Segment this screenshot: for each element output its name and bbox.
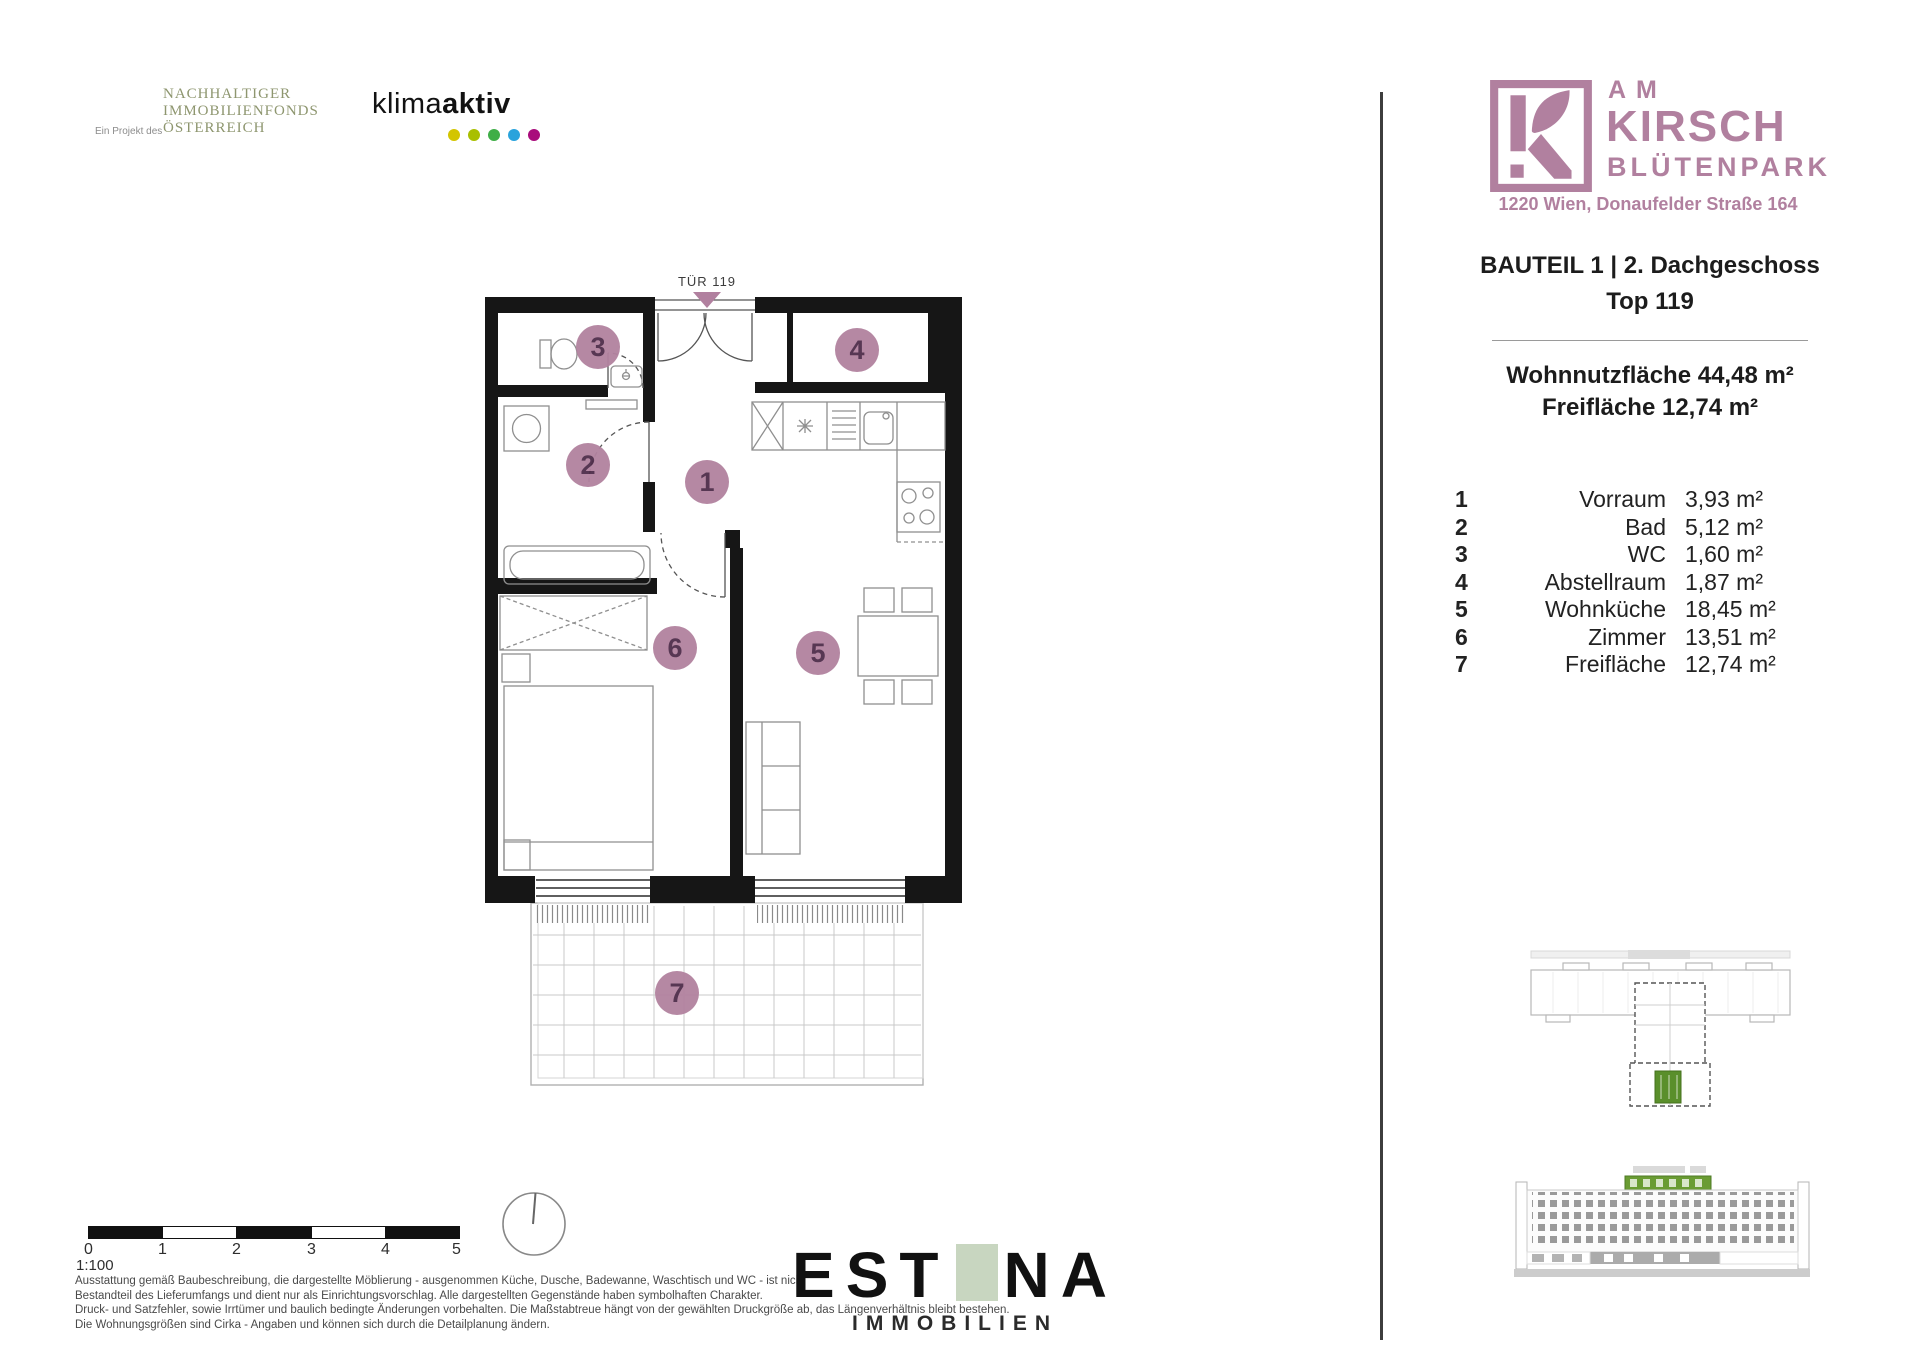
room-table: [1455, 486, 1815, 679]
scale-bar: [88, 1226, 460, 1239]
sofa-icon: [746, 722, 800, 854]
room-marker-3: 3: [576, 325, 620, 369]
room-nr: 7: [1455, 651, 1468, 677]
room-nr: 5: [1455, 596, 1468, 622]
entrance-door-arc: [658, 313, 706, 361]
scale-tick: 0: [84, 1241, 93, 1258]
facade-windows: [1532, 1192, 1794, 1248]
furniture: [500, 339, 945, 870]
stove-symbol-icon: [797, 419, 813, 433]
klimaaktiv-part1: klima: [372, 88, 443, 120]
unit-bauteil-line: BAUTEIL 1 | 2. Dachgeschoss: [1480, 252, 1820, 279]
room-marker-7: 7: [655, 971, 699, 1015]
table-row: [1455, 486, 1815, 514]
room-marker-6: 6: [653, 626, 697, 670]
brand-line-kirsch: KIRSCH: [1606, 102, 1787, 151]
bedroom-door-arc: [661, 533, 725, 597]
scale-tick: 5: [452, 1241, 461, 1258]
room-name: Freifläche: [1565, 651, 1666, 677]
kirsch-k-logo-icon: [1490, 80, 1592, 192]
table-row: [1455, 569, 1815, 597]
table-row: [1455, 651, 1815, 679]
toilet-icon: [540, 339, 577, 369]
scale-tick: 3: [307, 1241, 316, 1258]
terrace-sill-hatch: [536, 905, 650, 923]
terrace: [531, 903, 923, 1085]
nightstand: [502, 654, 530, 682]
estina-subtitle: IMMOBILIEN: [852, 1312, 1058, 1335]
room-marker-4: 4: [835, 328, 879, 372]
table-row: [1455, 541, 1815, 569]
estina-logo: [740, 1238, 1170, 1336]
fonds-project-note: Ein Projekt des: [95, 126, 163, 137]
room-area: 1,60 m²: [1685, 541, 1763, 567]
scale-tick: 1: [158, 1241, 167, 1258]
walls: [485, 297, 962, 903]
floorplan-drawing: [400, 230, 1000, 1130]
room-name: Vorraum: [1579, 486, 1666, 512]
table-row: [1455, 514, 1815, 542]
bath-shelf: [586, 400, 637, 409]
brand-line-am: AM: [1608, 76, 1667, 104]
fonds-logo: [163, 86, 319, 137]
room-name: WC: [1627, 541, 1666, 567]
scale-ratio: 1:100: [76, 1257, 114, 1274]
unit-outdoor-area: Freifläche 12,74 m²: [1541, 394, 1759, 421]
site-plan-thumbnail: [1528, 940, 1798, 1115]
room-area: 12,74 m²: [1685, 651, 1776, 677]
room-area: 18,45 m²: [1685, 596, 1776, 622]
sink-icon: [864, 412, 893, 444]
room-nr: 6: [1455, 623, 1468, 650]
highlighted-unit: [1655, 1071, 1681, 1103]
highlighted-floor: [1625, 1176, 1711, 1190]
dishwasher-icon: [832, 411, 856, 439]
scale-tick: 4: [381, 1241, 390, 1258]
bed-icon: [504, 686, 653, 870]
disclaimer-line-3: Druck- und Satzfehler, sowie Irrtümer und baulich bedingte Änderungen vorbehalten. Die Maßstabtreue hängt von der gewählten Druckgröße ab, das Längenverhältnis bleibt bestehen.: [75, 1304, 1010, 1317]
kitchen-counter: [752, 402, 945, 450]
table-row: [1455, 596, 1815, 624]
room-name: Wohnküche: [1544, 596, 1666, 622]
estina-green-block-icon: [956, 1244, 998, 1301]
north-compass-icon: [498, 1186, 570, 1258]
room-area: 3,93 m²: [1685, 486, 1763, 512]
room-marker-1: 1: [685, 460, 729, 504]
entrance-door-arc: [704, 313, 752, 361]
disclaimer-line-2: Bestandteil des Lieferumfangs und dient nur als Einrichtungsvorschlag. Alle dargestellten Gegenstände haben symbolhaften Charakter.: [75, 1289, 763, 1302]
room-area: 1,87 m²: [1685, 568, 1763, 595]
floorplan-area: [400, 230, 1000, 1130]
disclaimer-line-4: Die Wohnungsgrößen sind Cirka - Angaben und können sich durch die Detailplanung ändern.: [75, 1318, 550, 1331]
room-marker-5: 5: [796, 631, 840, 675]
estina-part2: NA: [1003, 1239, 1118, 1311]
fonds-line-1: NACHHALTIGER: [163, 86, 292, 102]
entrance-door-label: TÜR 119: [677, 274, 737, 289]
klimaaktiv-part2: aktiv: [442, 88, 511, 120]
brand-line-bluetenpark: BLÜTENPARK: [1607, 152, 1831, 182]
washing-machine-icon: [504, 406, 549, 451]
klimaaktiv-dots-icon: [448, 129, 540, 141]
elevation-thumbnail: [1512, 1162, 1812, 1277]
unit-living-area: Wohnnutzfläche 44,48 m²: [1506, 362, 1794, 389]
dining-table-icon: [858, 588, 938, 704]
room-nr: 4: [1455, 568, 1468, 595]
wardrobe-icon: [500, 596, 647, 650]
cooktop-icon: [897, 450, 945, 542]
room-nr: 1: [1455, 486, 1468, 512]
panel-divider: [1380, 92, 1383, 1340]
table-row: [1455, 624, 1815, 652]
disclaimer-line-1: Ausstattung gemäß Baubeschreibung, die dargestellte Möblierung - ausgenommen Küche, Dusche, Badewanne, Waschtisch und WC - ist nicht: [75, 1275, 806, 1287]
unit-divider-rule: [1492, 340, 1808, 341]
fonds-line-2: IMMOBILIENFONDS: [163, 103, 319, 119]
room-area: 5,12 m²: [1685, 513, 1763, 540]
room-nr: 3: [1455, 541, 1468, 567]
room-name: Abstellraum: [1544, 568, 1666, 595]
room-name: Bad: [1625, 513, 1666, 540]
klimaaktiv-logo: [372, 88, 511, 121]
estina-part1: EST: [792, 1239, 950, 1311]
terrace-sill-hatch: [757, 905, 905, 923]
room-nr: 2: [1455, 513, 1468, 540]
fonds-line-3: ÖSTERREICH: [163, 120, 266, 136]
room-name: Zimmer: [1588, 623, 1666, 650]
room-marker-2: 2: [566, 443, 610, 487]
brand-address: 1220 Wien, Donaufelder Straße 164: [1498, 194, 1798, 214]
unit-top-line: Top 119: [1606, 288, 1694, 315]
room-area: 13,51 m²: [1685, 623, 1776, 650]
scale-tick: 2: [232, 1241, 241, 1258]
